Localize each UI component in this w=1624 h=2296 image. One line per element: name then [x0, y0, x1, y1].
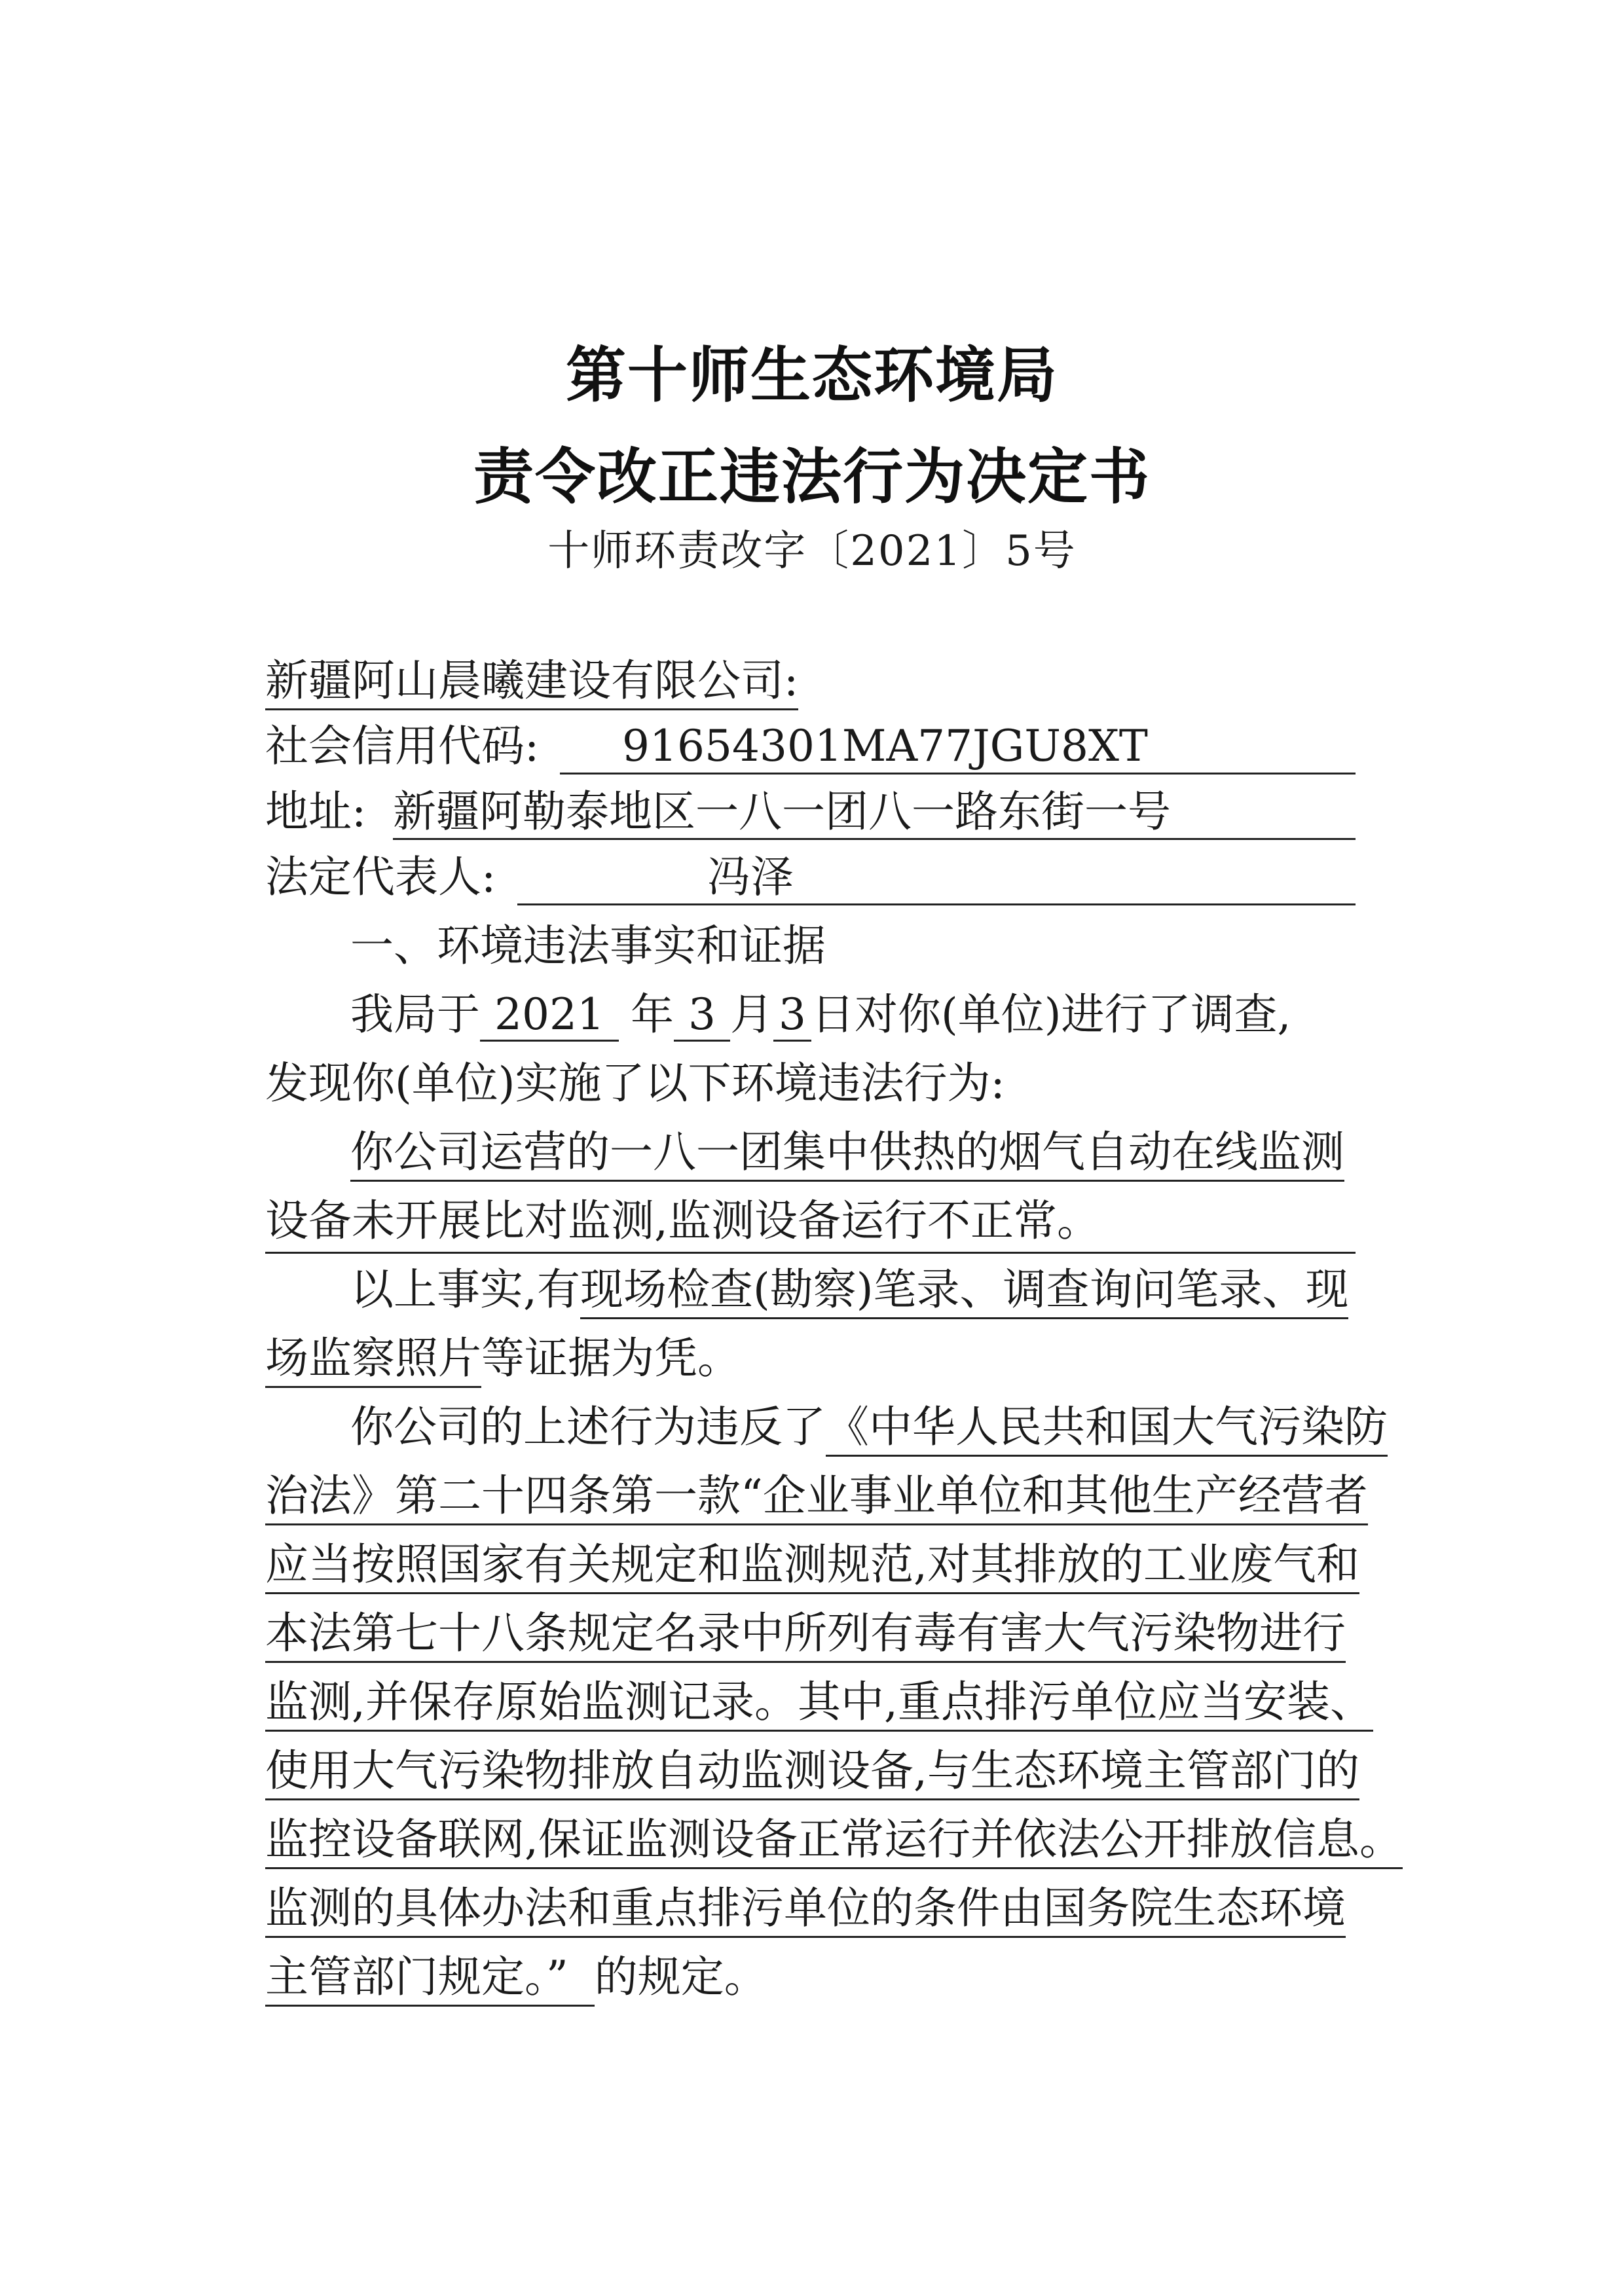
- document-number: 十师环责改字〔2021〕5号: [547, 527, 1077, 575]
- investigation-month: 3: [674, 989, 730, 1042]
- address-label: 地址:: [265, 786, 367, 837]
- text-segment: 以上事实,有: [350, 1264, 580, 1315]
- legal-rep-field: [517, 851, 1356, 905]
- violation-text: 设备未开展比对监测,监测设备运行不正常。: [265, 1195, 1100, 1246]
- law-citation: 监测的具体办法和重点排污单位的条件由国务院生态环境: [265, 1883, 1346, 1938]
- investigation-day: 3: [773, 989, 811, 1042]
- investigation-date-line: [350, 989, 1291, 1041]
- text-segment: 日对你(单位)进行了调查,: [811, 989, 1291, 1040]
- legal-rep-value: 冯泽: [707, 852, 794, 902]
- law-citation: 应当按照国家有关规定和监测规范,对其排放的工业废气和: [265, 1539, 1359, 1594]
- text-segment: 年: [630, 989, 674, 1040]
- law-citation: 治法》第二十四条第一款“企业事业单位和其他生产经营者: [265, 1470, 1368, 1525]
- law-citation-line: [265, 1951, 767, 2003]
- investigation-year: 2021: [480, 989, 619, 1042]
- address-field: [393, 786, 1356, 840]
- law-citation-line: [265, 1470, 1368, 1522]
- credit-code-value: 91654301MA77JGU8XT: [622, 721, 1148, 771]
- law-citation-line: [265, 1676, 1373, 1728]
- law-citation: 使用大气污染物排放自动监测设备,与生态环境主管部门的: [265, 1745, 1359, 1800]
- text-segment: 等证据为凭。: [481, 1333, 741, 1383]
- law-citation-line: [350, 1401, 1388, 1453]
- evidence-line: [265, 1332, 741, 1385]
- text-segment: 你公司的上述行为违反了: [350, 1402, 826, 1452]
- law-citation: 《中华人民共和国大气污染防: [826, 1402, 1388, 1457]
- law-citation-line: [265, 1539, 1359, 1591]
- violation-line: [350, 1126, 1344, 1178]
- credit-code-field: [560, 720, 1356, 774]
- document-title: 责令改正违法行为决定书: [473, 442, 1151, 512]
- law-citation-line: [265, 1607, 1346, 1660]
- recipient-name: 新疆阿山晨曦建设有限公司:: [265, 655, 798, 710]
- paragraph-line: 发现你(单位)实施了以下环境违法行为:: [265, 1058, 1005, 1108]
- legal-rep-label: 法定代表人:: [265, 852, 496, 902]
- evidence-list: 现场检查(勘察)笔录、调查询问笔录、现: [580, 1264, 1349, 1319]
- text-segment: 的规定。: [594, 1952, 767, 2002]
- evidence-list: 场监察照片: [265, 1333, 481, 1388]
- text-segment: 月: [729, 989, 773, 1040]
- credit-code-label: 社会信用代码:: [265, 721, 540, 771]
- section-heading: 一、环境违法事实和证据: [350, 920, 826, 971]
- law-citation: 本法第七十八条规定名录中所列有毒有害大气污染物进行: [265, 1608, 1346, 1663]
- law-citation: 主管部门规定。”: [265, 1952, 595, 2007]
- address-value: 新疆阿勒泰地区一八一团八一路东街一号: [393, 786, 1171, 837]
- law-citation: 监控设备联网,保证监测设备正常运行并依法公开排放信息。: [265, 1814, 1403, 1869]
- violation-line: [265, 1195, 1100, 1247]
- law-citation: 监测,并保存原始监测记录。其中,重点排污单位应当安装、: [265, 1677, 1373, 1732]
- evidence-line: [350, 1264, 1348, 1316]
- text-segment: 我局于: [350, 989, 480, 1040]
- violation-text: 你公司运营的一八一团集中供热的烟气自动在线监测: [350, 1127, 1344, 1182]
- document-title-agency: 第十师生态环境局: [565, 340, 1058, 410]
- recipient-name-row: [265, 655, 1365, 707]
- law-citation-line: [265, 1882, 1346, 1935]
- underline-rule: [265, 1252, 1356, 1254]
- law-citation-line: [265, 1745, 1359, 1797]
- law-citation-line: [265, 1813, 1403, 1866]
